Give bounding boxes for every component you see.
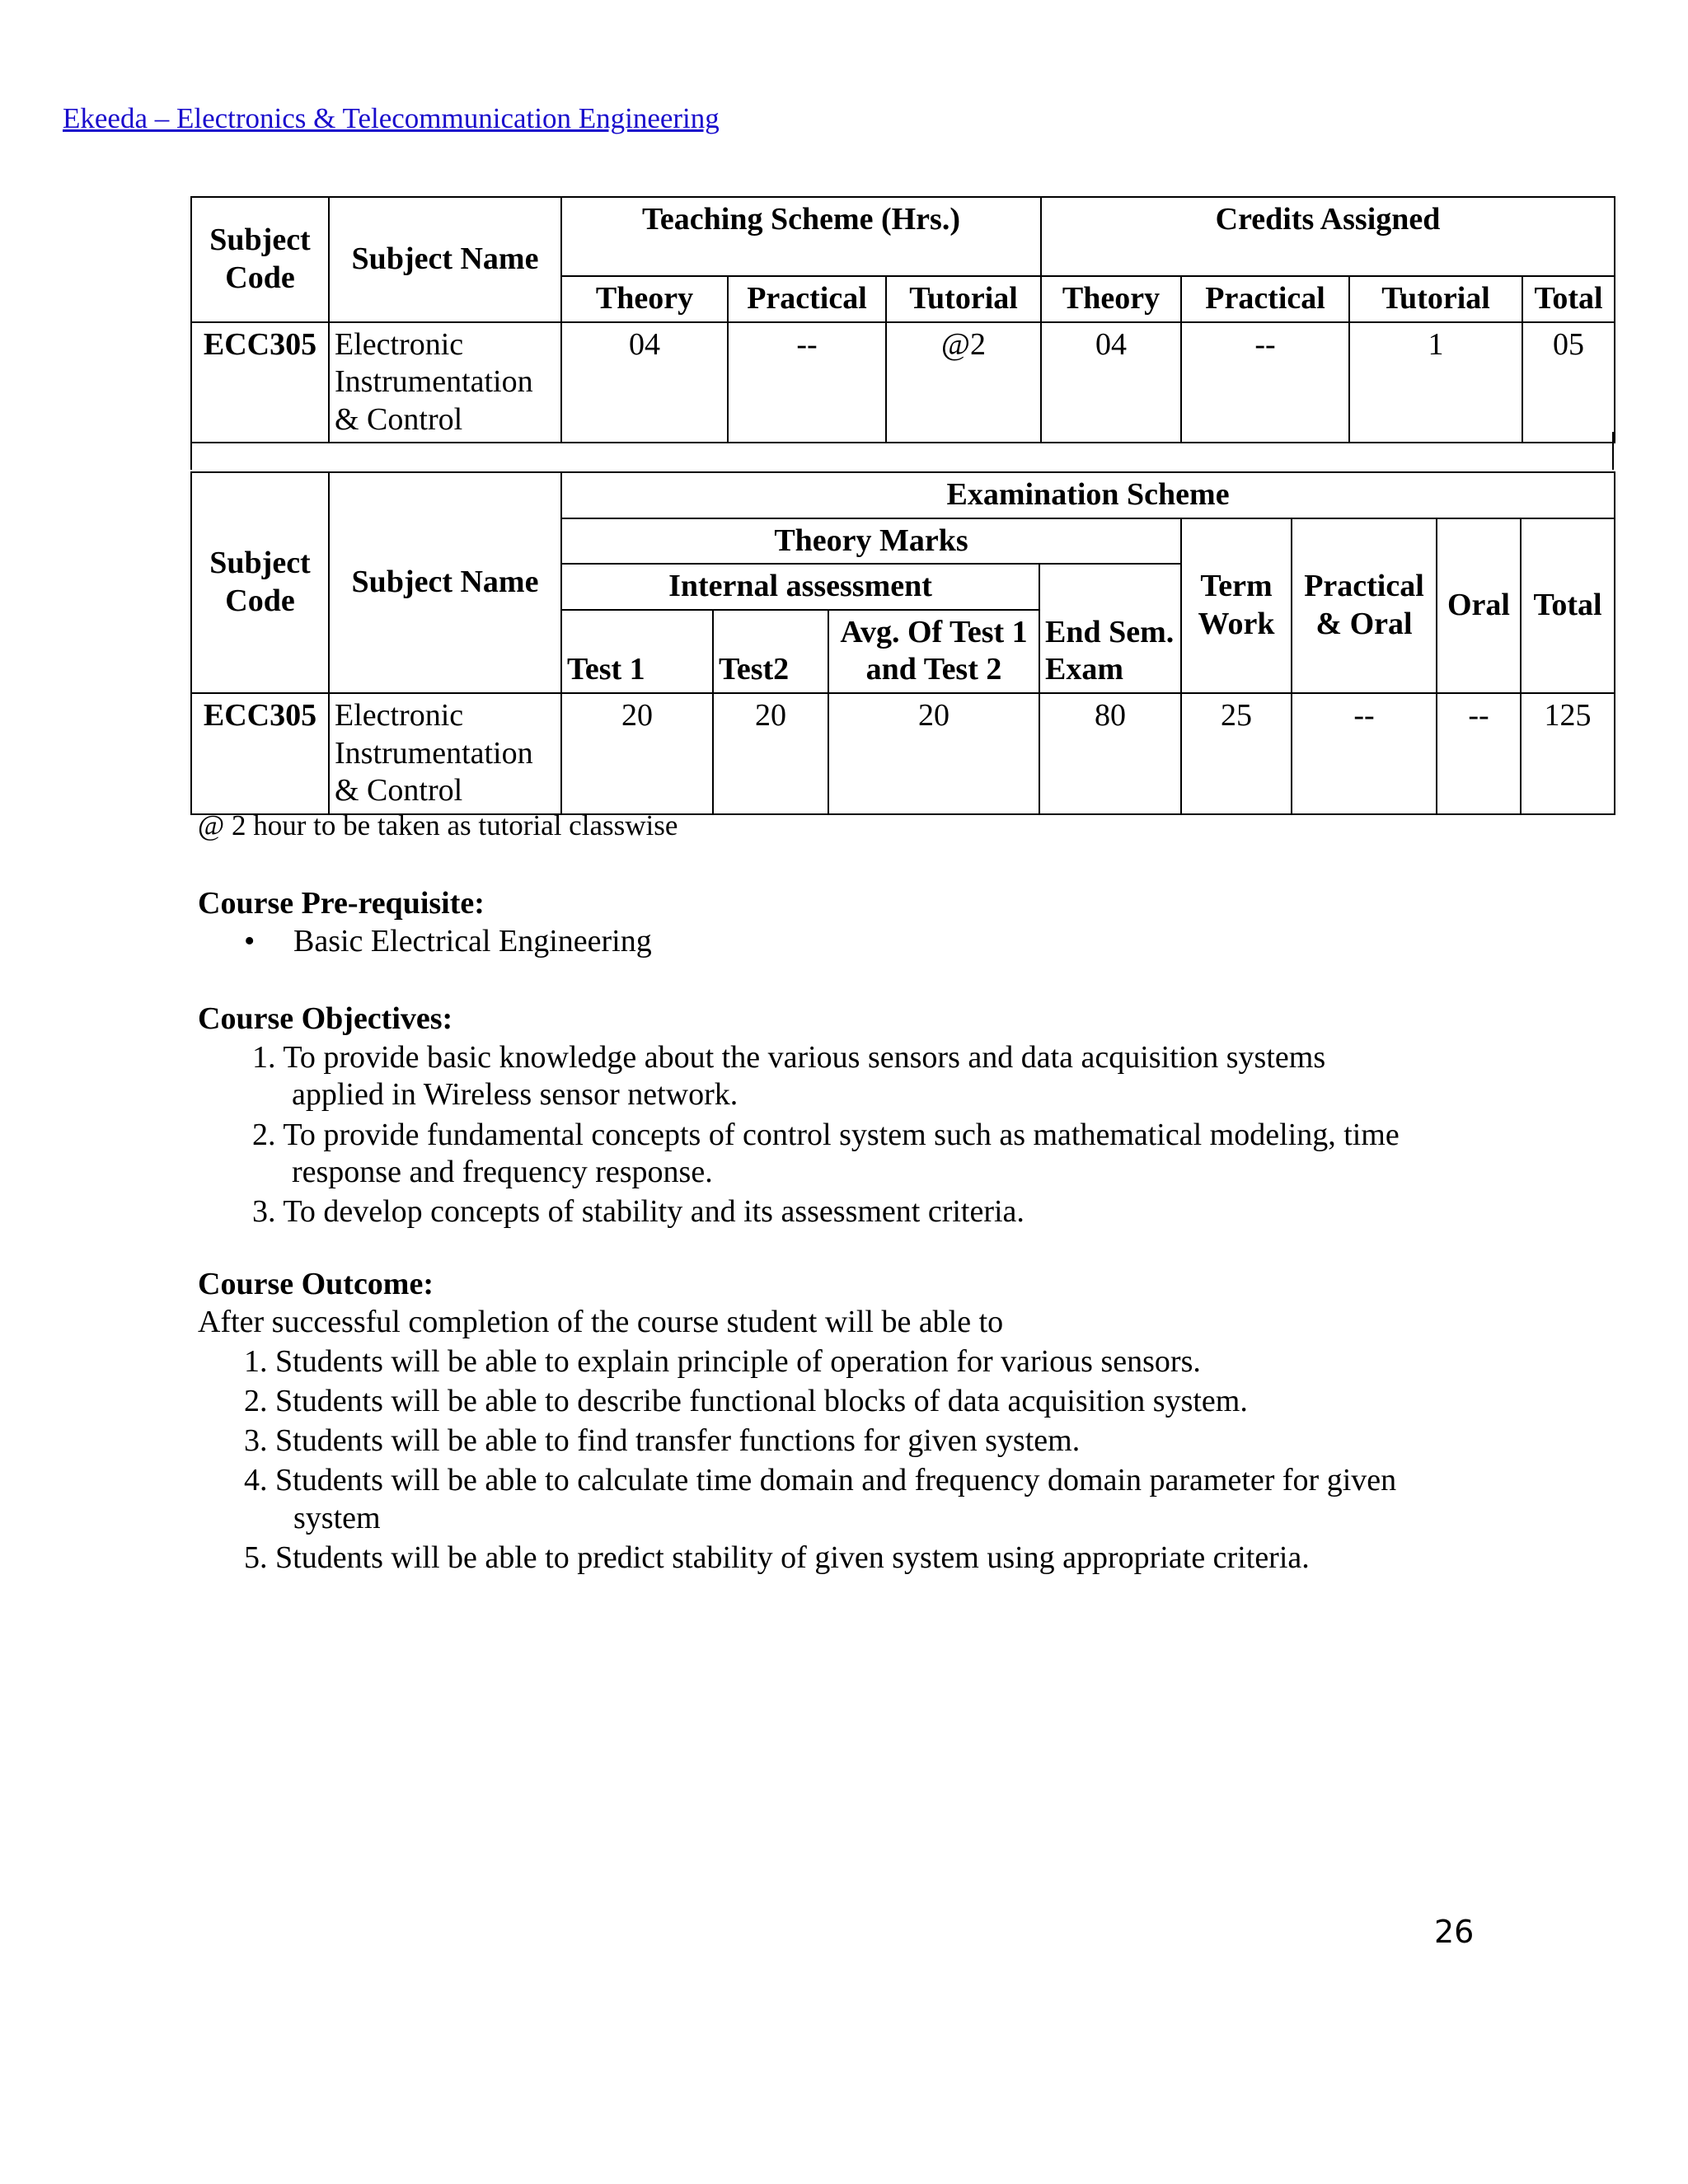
table-row <box>191 322 1615 443</box>
header-link[interactable]: Ekeeda – Electronics & Telecommunication Engineering <box>63 102 720 134</box>
test1-header: Test 1 <box>561 610 713 693</box>
outcome-line: 5. Students will be able to predict stability of given system using appropriate criteria. <box>244 1540 1310 1575</box>
theory-credits-cell: 04 <box>1041 322 1181 443</box>
subject-code-cell: ECC305 <box>191 322 329 443</box>
objective-line: 1. To provide basic knowledge about the various sensors and data acquisition systems <box>252 1040 1326 1075</box>
subject-name-cell <box>329 693 561 814</box>
term-work-cell: 25 <box>1181 693 1292 814</box>
bullet-icon: • <box>244 924 256 958</box>
end-sem-exam-cell: 80 <box>1039 693 1181 814</box>
practical-credits-cell: -- <box>1181 322 1349 443</box>
table-row <box>191 693 1615 814</box>
outcome-line: 1. Students will be able to explain principle of operation for various sensors. <box>244 1344 1201 1379</box>
subject-code-header: Subject Code <box>191 472 329 693</box>
test2-cell: 20 <box>713 693 828 814</box>
internal-assessment-header: Internal assessment <box>561 564 1039 610</box>
table-spacer <box>190 432 1614 470</box>
tutorial-credits-header: Tutorial <box>1349 276 1522 322</box>
subject-name-line: Instrumentation <box>335 364 533 400</box>
practical-oral-header: Practical & Oral <box>1292 518 1437 693</box>
outcome-line: 2. Students will be able to describe functional blocks of data acquisition system. <box>244 1384 1248 1418</box>
subject-name-line: Electronic <box>335 326 464 362</box>
objective-line: response and frequency response. <box>292 1155 713 1189</box>
test2-header: Test2 <box>713 610 828 693</box>
tutorial-hours-header: Tutorial <box>886 276 1041 322</box>
average-test-header: Avg. Of Test 1 and Test 2 <box>828 610 1039 693</box>
outcome-line: 3. Students will be able to find transfer functions for given system. <box>244 1423 1081 1458</box>
practical-hours-header: Practical <box>728 276 886 322</box>
credits-assigned-header: Credits Assigned <box>1041 197 1615 276</box>
page-number: 26 <box>1434 1914 1475 1950</box>
subject-name-line: & Control <box>335 401 463 437</box>
objective-line: 3. To develop concepts of stability and its assessment criteria. <box>252 1194 1025 1229</box>
subject-name-line: & Control <box>335 773 463 808</box>
theory-hours-cell: 04 <box>561 322 728 443</box>
end-sem-exam-header: End Sem. Exam <box>1039 564 1181 693</box>
subject-code-cell: ECC305 <box>191 693 329 814</box>
subject-name-cell <box>329 322 561 443</box>
total-marks-cell: 125 <box>1521 693 1615 814</box>
practical-hours-cell: -- <box>728 322 886 443</box>
objectives-title: Course Objectives: <box>198 1001 453 1036</box>
theory-marks-header: Theory Marks <box>561 518 1181 565</box>
oral-header: Oral <box>1437 518 1521 693</box>
objective-line: 2. To provide fundamental concepts of control system such as mathematical modeling, time <box>252 1118 1400 1152</box>
teaching-scheme-header: Teaching Scheme (Hrs.) <box>561 197 1041 276</box>
oral-cell: -- <box>1437 693 1521 814</box>
outcome-title: Course Outcome: <box>198 1267 434 1301</box>
objective-line: applied in Wireless sensor network. <box>292 1077 738 1112</box>
total-marks-header: Total <box>1521 518 1615 693</box>
subject-name-line: Electronic <box>335 697 464 733</box>
subject-name-header: Subject Name <box>329 472 561 693</box>
tutorial-hours-cell: @2 <box>886 322 1041 443</box>
practical-credits-header: Practical <box>1181 276 1349 322</box>
prerequisite-title: Course Pre-requisite: <box>198 886 485 921</box>
subject-name-line: Instrumentation <box>335 735 533 771</box>
tutorial-credits-cell: 1 <box>1349 322 1522 443</box>
test1-cell: 20 <box>561 693 713 814</box>
outcome-line: system <box>293 1501 381 1535</box>
examination-scheme-table <box>190 471 1615 815</box>
total-credits-header: Total <box>1522 276 1615 322</box>
teaching-scheme-table <box>190 196 1615 443</box>
total-credits-cell: 05 <box>1522 322 1615 443</box>
theory-credits-header: Theory <box>1041 276 1181 322</box>
outcome-intro: After successful completion of the course student will be able to <box>198 1305 1004 1339</box>
term-work-header: Term Work <box>1181 518 1292 693</box>
tutorial-note: @ 2 hour to be taken as tutorial classwise <box>198 809 678 841</box>
prerequisite-item: Basic Electrical Engineering <box>293 924 652 958</box>
practical-oral-cell: -- <box>1292 693 1437 814</box>
outcome-line: 4. Students will be able to calculate time domain and frequency domain parameter for given <box>244 1463 1397 1497</box>
subject-name-header: Subject Name <box>329 197 561 322</box>
theory-hours-header: Theory <box>561 276 728 322</box>
examination-scheme-header: Examination Scheme <box>561 472 1615 518</box>
average-test-cell: 20 <box>828 693 1039 814</box>
subject-code-header: Subject Code <box>191 197 329 322</box>
